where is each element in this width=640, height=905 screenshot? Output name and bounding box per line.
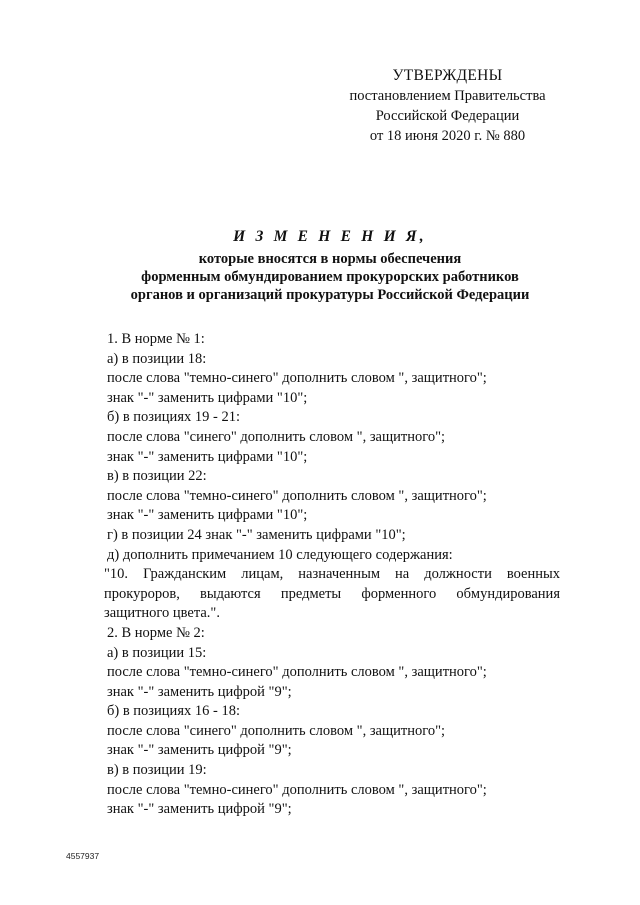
- list-item: в) в позиции 22:: [107, 468, 207, 485]
- item-2-heading: 2. В норме № 2:: [107, 624, 205, 641]
- item-1-heading: 1. В норме № 1:: [107, 331, 205, 347]
- list-item: знак "-" заменить цифрами "10";: [107, 448, 308, 465]
- list-item: знак "-" заменить цифрами "10";: [107, 507, 308, 524]
- list-item: а) в позиции 18:: [107, 350, 207, 367]
- list-item: после слова "темно-синего" дополнить словом ", защитного";: [107, 487, 487, 504]
- list-item: в) в позиции 19:: [107, 762, 207, 779]
- heading-subtitle-3: органов и организаций прокуратуры Российской Федерации: [130, 287, 530, 303]
- document-body: [104, 330, 560, 820]
- list-item: после слова "синего" дополнить словом ", защитного";: [107, 428, 446, 445]
- approval-line-2: Российской Федерации: [375, 108, 520, 124]
- list-item: б) в позициях 16 - 18:: [107, 703, 240, 720]
- list-item: после слова "темно-синего" дополнить словом ", защитного";: [107, 664, 487, 681]
- document-number: 4557937: [66, 851, 100, 861]
- note-paragraph: "10. Гражданским лицам, назначенным на должности военных прокуроров, выдаются предметы форменного обмундирования защитного цвета.".: [104, 566, 560, 622]
- list-item: знак "-" заменить цифрой "9";: [107, 683, 292, 700]
- document-title: И З М Е Н Е Н И Я,: [233, 228, 427, 245]
- approval-date-line: от 18 июня 2020 г. № 880: [369, 128, 526, 144]
- approval-line-1: постановлением Правительства: [349, 88, 546, 104]
- list-item: после слова "темно-синего" дополнить словом ", защитного";: [107, 370, 487, 387]
- document-heading: [80, 226, 580, 304]
- heading-subtitle-2: форменным обмундированием прокурорских работников: [141, 269, 519, 285]
- approval-title: УТВЕРЖДЕНЫ: [392, 67, 503, 84]
- list-item: знак "-" заменить цифрой "9";: [107, 742, 292, 759]
- list-item: после слова "синего" дополнить словом ", защитного";: [107, 722, 446, 739]
- list-item: б) в позициях 19 - 21:: [107, 409, 240, 426]
- list-item: г) в позиции 24 знак "-" заменить цифрами "10";: [107, 526, 406, 543]
- approval-block: [330, 66, 565, 146]
- list-item: знак "-" заменить цифрой "9";: [107, 801, 292, 818]
- list-item: д) дополнить примечанием 10 следующего содержания:: [107, 546, 453, 563]
- list-item: а) в позиции 15:: [107, 644, 207, 661]
- heading-subtitle-1: которые вносятся в нормы обеспечения: [198, 251, 462, 267]
- list-item: знак "-" заменить цифрами "10";: [107, 389, 308, 406]
- list-item: после слова "темно-синего" дополнить словом ", защитного";: [107, 781, 487, 798]
